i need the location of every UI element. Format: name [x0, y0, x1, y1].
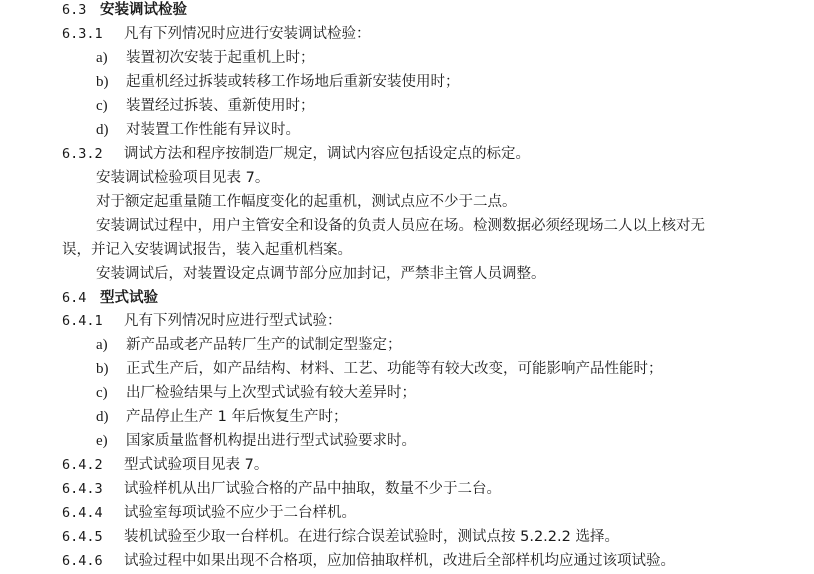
clause: [0, 141, 814, 167]
clause-number: 6.4.4: [62, 505, 103, 522]
clause-text: 调试方法和程序按制造厂规定，调试内容应包括设定点的标定。: [124, 145, 530, 162]
section-heading: [0, 0, 814, 23]
clause-number: 6.3.1: [62, 26, 103, 42]
paragraph-text: 对于额定起重量随工作幅度变化的起重机，测试点应不少于二点。: [96, 193, 517, 210]
list-item: [0, 69, 814, 95]
paragraph-text: 安装调试检验项目见表 7。: [96, 169, 270, 186]
list-item-text: 国家质量监督机构提出进行型式试验要求时。: [126, 433, 416, 450]
clause-text: 装机试验至少取一台样机。在进行综合误差试验时，测试点按 5.2.2.2 选择。: [124, 529, 619, 545]
paragraph: [0, 165, 814, 191]
list-item-label: e): [96, 433, 108, 450]
clause-text: 试验过程中如果出现不合格项，应加倍抽取样机，改进后全部样机均应通过该项试验。: [124, 553, 675, 569]
clause: [0, 524, 814, 550]
list-item-label: d): [96, 409, 109, 426]
list-item-label: d): [96, 121, 109, 138]
clause-text: 凡有下列情况时应进行型式试验：: [124, 313, 342, 330]
clause-number: 6.3.2: [62, 145, 103, 162]
clause-number: 6.4.1: [62, 313, 103, 330]
paragraph: [0, 189, 814, 215]
section-title: 安装调试检验: [100, 2, 187, 18]
list-item-label: b): [96, 361, 109, 378]
paragraph-text: 安装调试后，对装置设定点调节部分应加封记，严禁非主管人员调整。: [96, 265, 546, 282]
clause-text: 凡有下列情况时应进行安装调试检验：: [124, 26, 371, 42]
paragraph: [0, 261, 814, 287]
clause: [0, 21, 814, 47]
list-item-text: 正式生产后，如产品结构、材料、工艺、功能等有较大改变，可能影响产品性能时；: [126, 361, 663, 378]
clause: [0, 548, 814, 574]
section-number: 6.4: [62, 289, 87, 306]
list-item-label: a): [96, 49, 108, 66]
section-heading: [0, 285, 814, 311]
clause: [0, 308, 814, 334]
list-item-text: 出厂检验结果与上次型式试验有较大差异时；: [126, 385, 416, 402]
clause-text: 试验室每项试验不应少于二台样机。: [124, 505, 356, 522]
list-item-text: 对装置工作性能有异议时。: [126, 121, 300, 138]
list-item: [0, 404, 814, 430]
list-item-text: 装置经过拆装、重新使用时；: [126, 97, 315, 114]
paragraph-continuation: [0, 237, 814, 263]
list-item: [0, 93, 814, 119]
paragraph: [0, 213, 814, 239]
clause-text: 试验样机从出厂试验合格的产品中抽取，数量不少于二台。: [124, 481, 501, 498]
list-item: [0, 356, 814, 382]
clause-text: 型式试验项目见表 7。: [124, 457, 269, 474]
list-item-label: a): [96, 337, 108, 354]
clause-number: 6.4.6: [62, 553, 103, 569]
list-item: [0, 380, 814, 406]
list-item: [0, 428, 814, 454]
paragraph-text: 误，并记入安装调试报告，装入起重机档案。: [62, 241, 352, 258]
list-item-label: c): [96, 97, 108, 114]
clause: [0, 476, 814, 502]
list-item: [0, 45, 814, 71]
section-title: 型式试验: [100, 289, 158, 306]
list-item-text: 新产品或老产品转厂生产的试制定型鉴定；: [126, 337, 402, 354]
paragraph-text: 安装调试过程中，用户主管安全和设备的负责人员应在场。检测数据必须经现场二人以上核对无: [96, 217, 705, 234]
clause: [0, 452, 814, 478]
clause-number: 6.4.3: [62, 481, 103, 498]
list-item: [0, 117, 814, 143]
clause-number: 6.4.5: [62, 529, 103, 545]
list-item-text: 起重机经过拆装或转移工作场地后重新安装使用时；: [126, 73, 460, 90]
section-number: 6.3: [62, 2, 87, 18]
clause: [0, 500, 814, 526]
list-item-label: b): [96, 73, 109, 90]
list-item-text: 产品停止生产 1 年后恢复生产时；: [126, 409, 348, 426]
list-item-text: 装置初次安装于起重机上时；: [126, 49, 315, 66]
clause-number: 6.4.2: [62, 457, 103, 474]
list-item: [0, 332, 814, 358]
list-item-label: c): [96, 385, 108, 402]
